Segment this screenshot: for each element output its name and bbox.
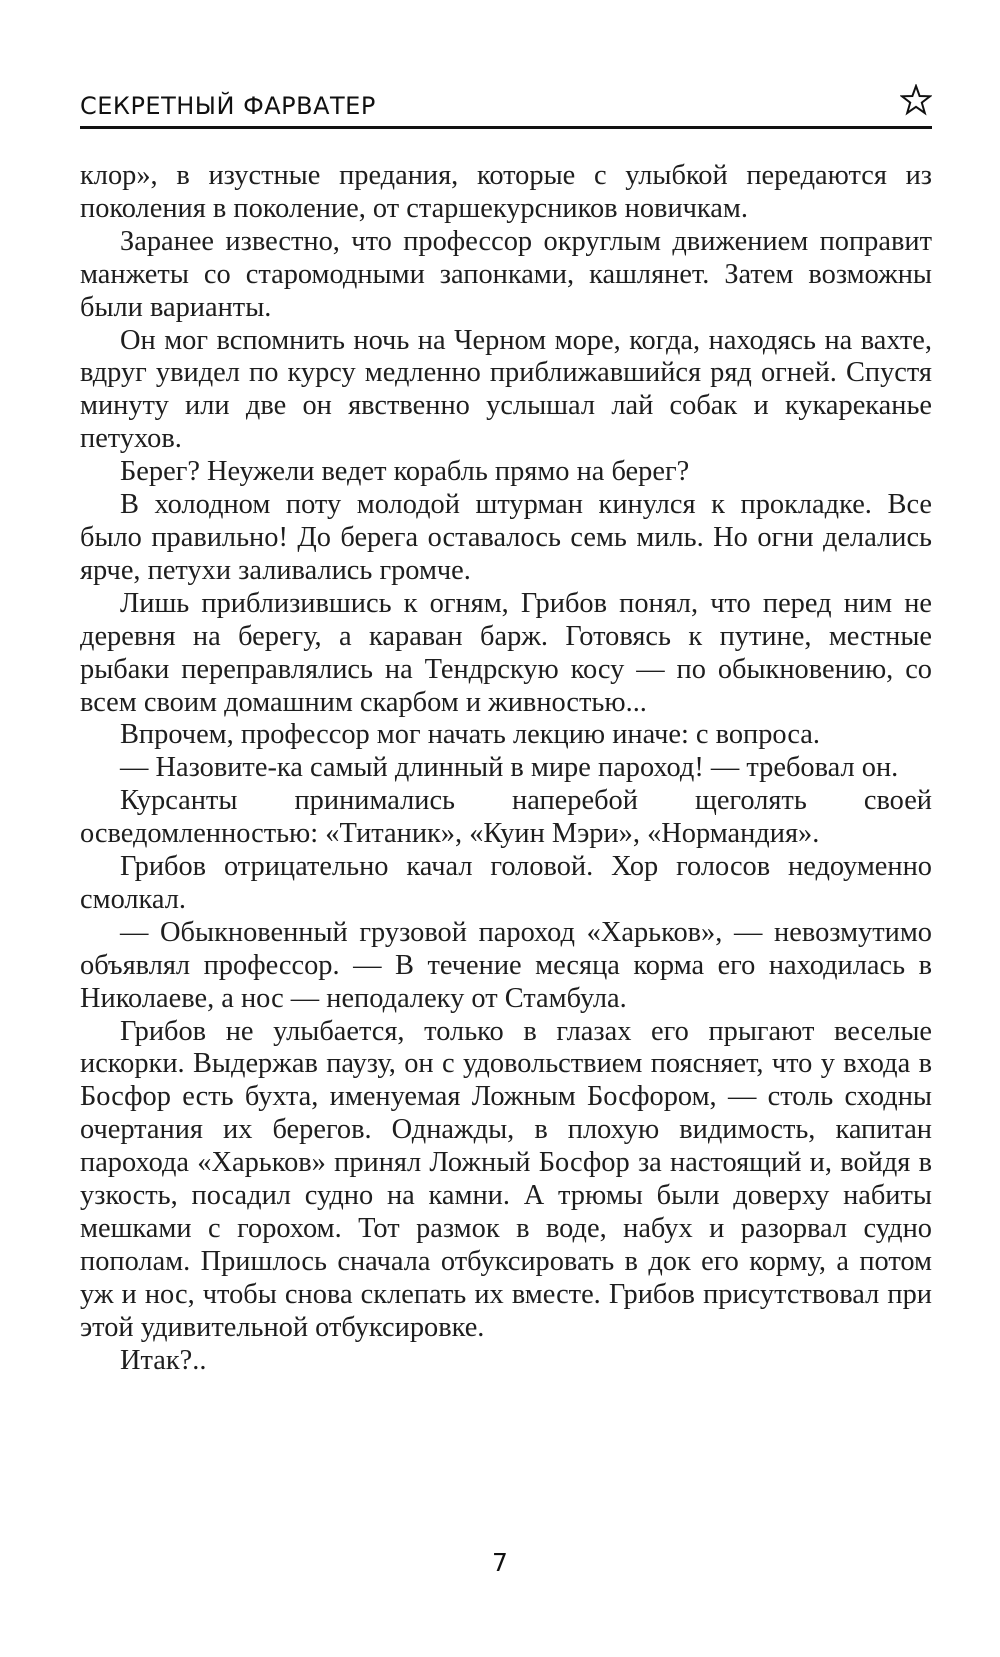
paragraph: Итак?.. — [120, 1344, 207, 1376]
paragraph: Курсанты принимались наперебой щеголять своей осведомленностью: «Титаник», «Куин Мэри», «Нормандия». — [80, 785, 932, 850]
paragraph: В холодном поту молодой штурман кинулся к прокладке. Все было правильно! До берега оставалось семь миль. Но огни делались ярче, петухи заливались громче. — [80, 489, 932, 586]
paragraph: Берег? Неужели ведет корабль прямо на берег? — [120, 456, 690, 488]
paragraph: — Обыкновенный грузовой пароход «Харьков», — невозмутимо объявлял профессор. — В течение месяца корма его находилась в Николаеве, а нос — неподалеку от Стамбула. — [80, 916, 932, 1014]
header-rule — [80, 126, 932, 129]
paragraph: Лишь приблизившись к огням, Грибов понял, что перед ним не деревня на берегу, а караван барж. Готовясь к путине, местные рыбаки переправлялись на Тендрскую косу — по обыкновению, со всем своим домашним скарбом и живностью... — [80, 587, 932, 718]
paragraph: — Назовите-ка самый длинный в мире пароход! — требовал он. — [120, 752, 899, 784]
paragraph: Он мог вспомнить ночь на Черном море, когда, находясь на вахте, вдруг увидел по курсу медленно приближавшийся ряд огней. Спустя минуту или две он явственно услышал лай собак и кукареканье петухов. — [80, 324, 932, 455]
running-header — [80, 84, 932, 132]
paragraph: клор», в изустные предания, которые с улыбкой передаются из поколения в поколение, от старшекурсников новичкам. — [80, 160, 932, 224]
paragraph: Грибов отрицательно качал головой. Хор голосов недоуменно смолкал. — [80, 851, 932, 915]
paragraph: Заранее известно, что профессор округлым движением поправит манжеты со старомодными запонками, кашлянет. Затем возможны были варианты. — [80, 225, 932, 323]
paragraph: Впрочем, профессор мог начать лекцию иначе: с вопроса. — [120, 719, 820, 751]
running-title: СЕКРЕТНЫЙ ФАРВАТЕР — [80, 92, 376, 120]
body-text — [80, 160, 932, 1378]
paragraph: Грибов не улыбается, только в глазах его прыгают веселые искорки. Выдержав паузу, он с удовольствием поясняет, что у входа в Босфор есть бухта, именуемая Ложным Босфором, — столь сходны очертания их берегов. Однажды, в плохую видимость, капитан парохода «Харьков» принял Ложный Босфор за настоящий и, войдя в узкость, посадил судно на камни. А трюмы были доверху набиты мешками с горохом. Тот размок в воде, набух и разорвал судно пополам. Пришлось сначала отбуксировать в док его корму, а потом уж и нос, чтобы снова склепать их вместе. Грибов присутствовал при этой удивительной отбуксировке. — [80, 1015, 932, 1343]
star-outline-icon — [900, 84, 932, 116]
page-number: 7 — [492, 1548, 508, 1577]
